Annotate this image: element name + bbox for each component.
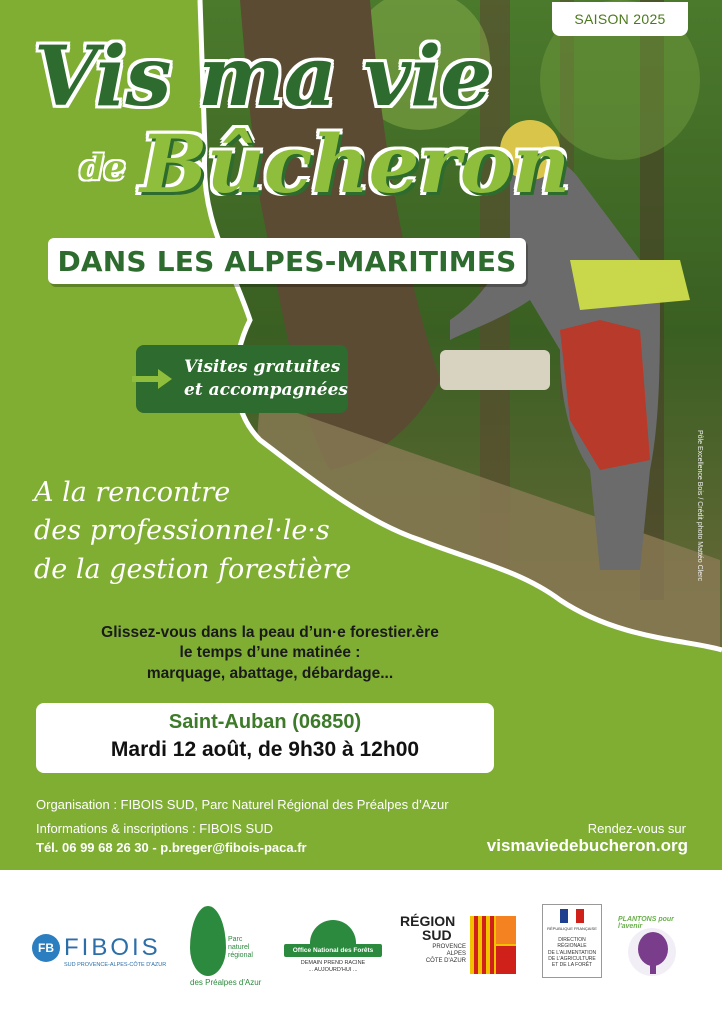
region-sud-sub: [400, 944, 466, 966]
description-line-3: marquage, abattage, débardage...: [146, 664, 394, 682]
tagline-line-1: A la rencontre: [34, 477, 231, 508]
description-line-1: Glissez-vous dans la peau d’un·e forestier.ère: [101, 624, 439, 641]
photo-credit: Pôle Excellence Bois / Crédit photo Mattéo Clerc: [696, 430, 703, 581]
title-line-2: Bûcheron: [140, 117, 570, 211]
tagline-line-3: de la gestion forestière: [34, 553, 352, 585]
onf-name: Office National des Forêts: [284, 944, 382, 957]
french-flag-icon: [560, 909, 584, 923]
region-banner: [48, 238, 526, 284]
onf-emblem: [310, 920, 356, 944]
region-sud-line-1: RÉGION: [400, 913, 456, 929]
arrow-right-icon: [132, 367, 172, 391]
region-sud-line-3: PROVENCE: [432, 944, 466, 950]
draaf-line-1: DIRECTION: [558, 937, 586, 943]
fibois-name: FIBOIS: [64, 934, 161, 961]
onf-slogan: [284, 960, 382, 973]
draaf-line-5: ET DE LA FORÊT: [551, 962, 593, 968]
draaf-top: RÉPUBLIQUE FRANÇAISE: [547, 926, 597, 931]
onf-slogan-1: DEMAIN PREND RACINE: [300, 960, 366, 966]
title-line-1: Vis ma vie: [34, 29, 492, 125]
information-text: Informations & inscriptions : FIBOIS SUD: [36, 821, 273, 836]
draaf-line-4: DE L'AGRICULTURE: [548, 955, 596, 962]
parc-line-2: naturel: [228, 944, 250, 952]
fibois-sub: SUD PROVENCE-ALPES-CÔTE D'AZUR: [64, 962, 167, 968]
season-badge: SAISON 2025: [552, 2, 688, 36]
region-sud-logo: [400, 914, 466, 966]
region-sud-line-4: ALPES: [446, 951, 466, 958]
visits-line-1: Visites gratuites: [184, 357, 341, 378]
tagline-line-2: des professionnel·le·s: [34, 515, 330, 547]
draaf-line-3: DE L'ALIMENTATION: [547, 949, 597, 956]
tagline: [34, 474, 351, 589]
parc-line-1: Parc: [228, 936, 243, 943]
tree-icon: [638, 932, 668, 966]
plantons-logo: [618, 916, 686, 984]
region-sud-line-2: SUD: [422, 927, 452, 943]
region-sud-line-5: CÔTE D'AZUR: [425, 958, 466, 965]
parc-emblem: [190, 906, 226, 976]
contact-text: Tél. 06 99 68 26 30 - p.breger@fibois-paca.fr: [36, 840, 307, 855]
website-link[interactable]: vismaviedebucheron.org: [486, 836, 688, 855]
free-visits-badge: [136, 345, 348, 413]
draaf-logo: [542, 904, 602, 978]
description-line-2: le temps d’une matinée :: [179, 644, 361, 662]
visits-line-2: et accompagnées: [184, 380, 348, 400]
event-description: [40, 623, 500, 684]
draaf-line-2: RÉGIONALE: [557, 943, 587, 950]
region-text: DANS LES ALPES-MARITIMES: [57, 244, 517, 278]
rendezvous-text: Rendez-vous sur: [587, 821, 686, 836]
plantons-text: PLANTONS pour l'avenir: [618, 916, 674, 930]
draaf-text: [543, 937, 601, 968]
fibois-mark: FB: [32, 934, 60, 962]
partner-logos: [0, 870, 722, 1024]
title-de: de: [80, 148, 126, 188]
organisation-text: Organisation : FIBOIS SUD, Parc Naturel Régional des Préalpes d’Azur: [36, 797, 449, 812]
region-flag-icon: [470, 916, 516, 974]
event-box: [36, 703, 494, 773]
event-place: Saint-Auban (06850): [168, 711, 362, 733]
event-date: Mardi 12 août, de 9h30 à 12h00: [110, 738, 420, 761]
fibois-logo: [32, 934, 167, 968]
onf-logo: [284, 920, 382, 980]
onf-slogan-2: ... AUJOURD'HUI ...: [308, 966, 358, 973]
tree-trunk-icon: [650, 962, 656, 974]
parc-bottom: des Préalpes d'Azur: [190, 978, 262, 987]
parc-line-3: régional: [228, 952, 253, 960]
parc-text: [228, 936, 253, 960]
parc-logo: [190, 906, 260, 990]
